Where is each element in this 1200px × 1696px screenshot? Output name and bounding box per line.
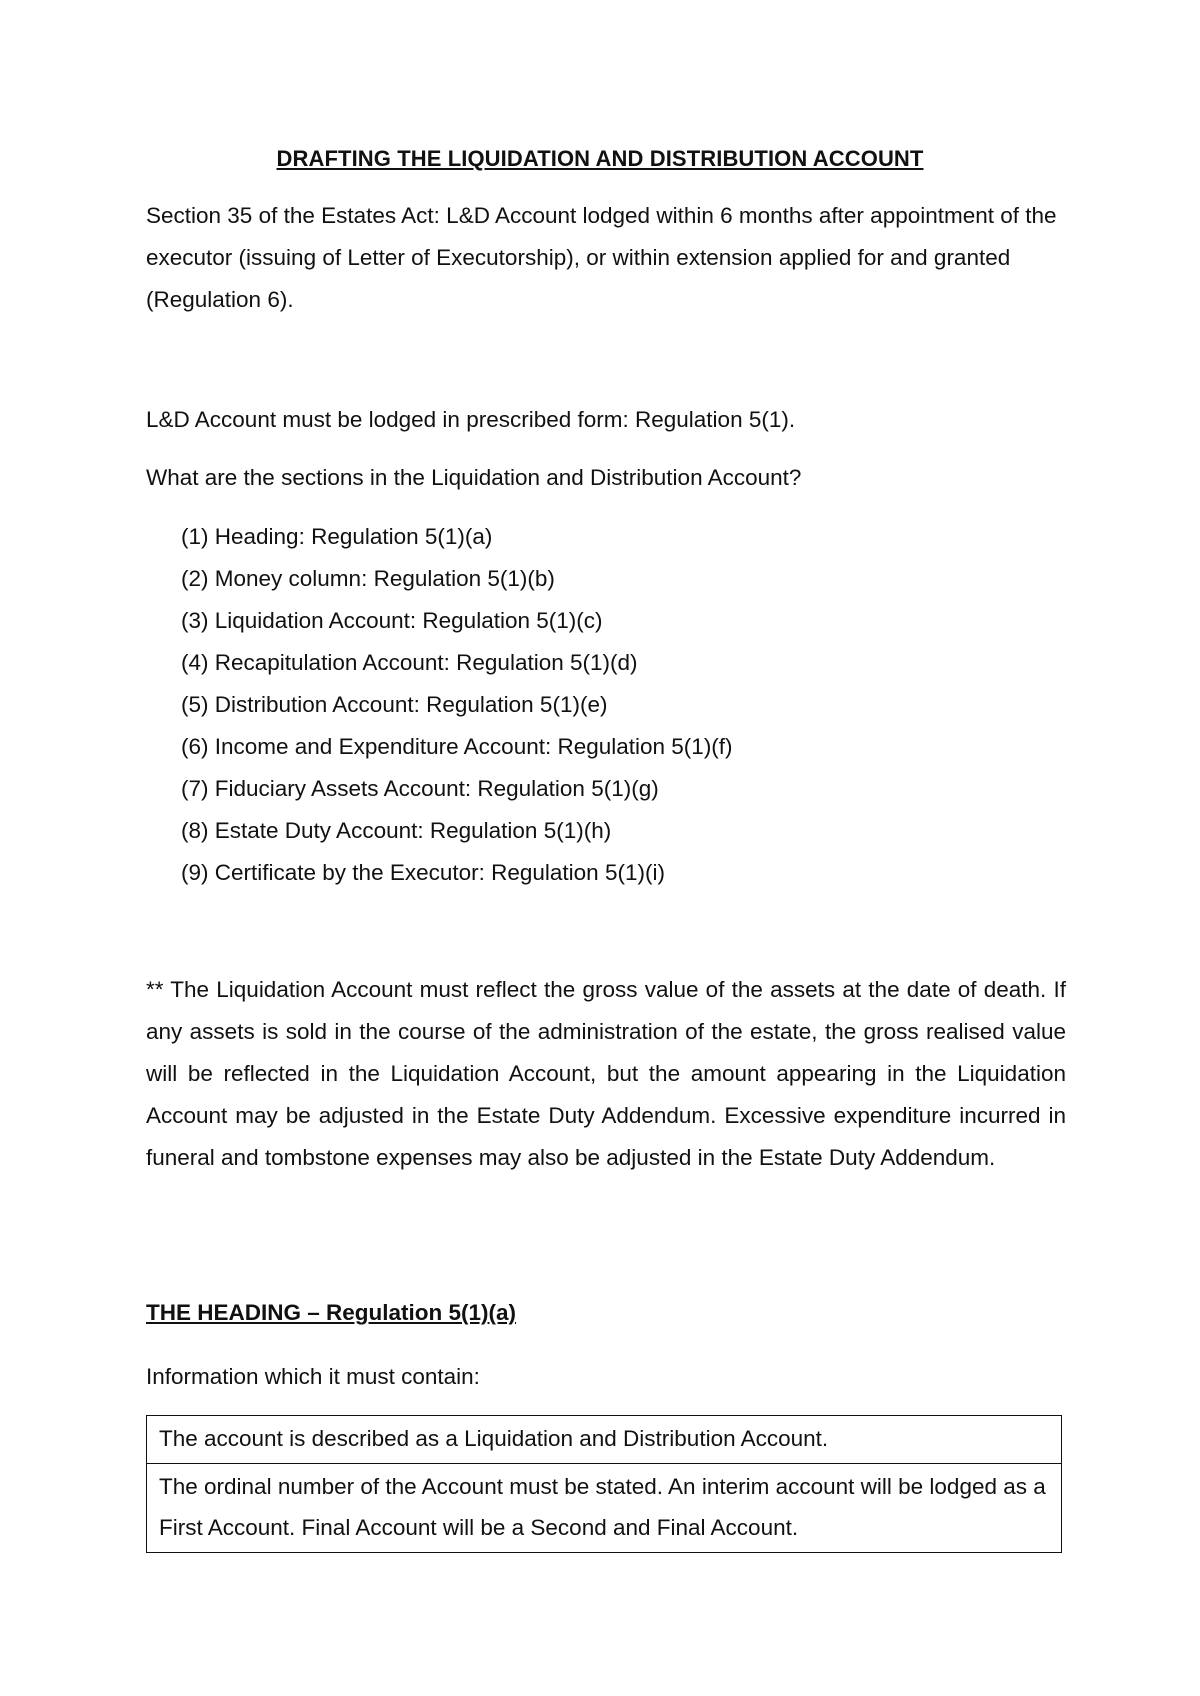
sections-question: What are the sections in the Liquidation and Distribution Account? bbox=[146, 465, 802, 490]
heading-requirements-table bbox=[146, 1415, 1062, 1553]
table-cell: The account is described as a Liquidation and Distribution Account. bbox=[147, 1416, 1062, 1464]
list-item: (5) Distribution Account: Regulation 5(1)(e) bbox=[181, 692, 608, 717]
table-cell: The ordinal number of the Account must be stated. An interim account will be lodged as a First Account. Final Account will be a Second and Final Account. bbox=[147, 1464, 1062, 1553]
list-item: (3) Liquidation Account: Regulation 5(1)(c) bbox=[181, 608, 603, 633]
sections-list bbox=[181, 516, 733, 894]
table-row bbox=[147, 1464, 1062, 1553]
list-item: (1) Heading: Regulation 5(1)(a) bbox=[181, 524, 493, 549]
heading-section-intro: Information which it must contain: bbox=[146, 1364, 480, 1389]
list-item: (8) Estate Duty Account: Regulation 5(1)(h) bbox=[181, 818, 612, 843]
note-paragraph: ** The Liquidation Account must reflect the gross value of the assets at the date of death. If any assets is sold in the course of the administration of the estate, the gross realised value will be reflected in the Liquidation Account, but the amount appearing in the Liquidation Account may be adjusted in the Estate Duty Addendum. Excessive expenditure incurred in funeral and tombstone expenses may also be adjusted in the Estate Duty Addendum. bbox=[146, 977, 1066, 1170]
list-item: (4) Recapitulation Account: Regulation 5(1)(d) bbox=[181, 650, 638, 675]
intro-paragraph: Section 35 of the Estates Act: L&D Account lodged within 6 months after appointment of the executor (issuing of Letter of Executorship), or within extension applied for and granted (Regulation 6). bbox=[146, 203, 1057, 312]
list-item: (6) Income and Expenditure Account: Regulation 5(1)(f) bbox=[181, 734, 733, 759]
table-row bbox=[147, 1416, 1062, 1464]
list-item: (7) Fiduciary Assets Account: Regulation 5(1)(g) bbox=[181, 776, 659, 801]
prescribed-form-paragraph: L&D Account must be lodged in prescribed form: Regulation 5(1). bbox=[146, 407, 796, 432]
heading-section-title: THE HEADING – Regulation 5(1)(a) bbox=[146, 1300, 517, 1325]
document-title: DRAFTING THE LIQUIDATION AND DISTRIBUTION ACCOUNT bbox=[276, 146, 924, 171]
list-item: (2) Money column: Regulation 5(1)(b) bbox=[181, 566, 555, 591]
list-item: (9) Certificate by the Executor: Regulation 5(1)(i) bbox=[181, 860, 665, 885]
